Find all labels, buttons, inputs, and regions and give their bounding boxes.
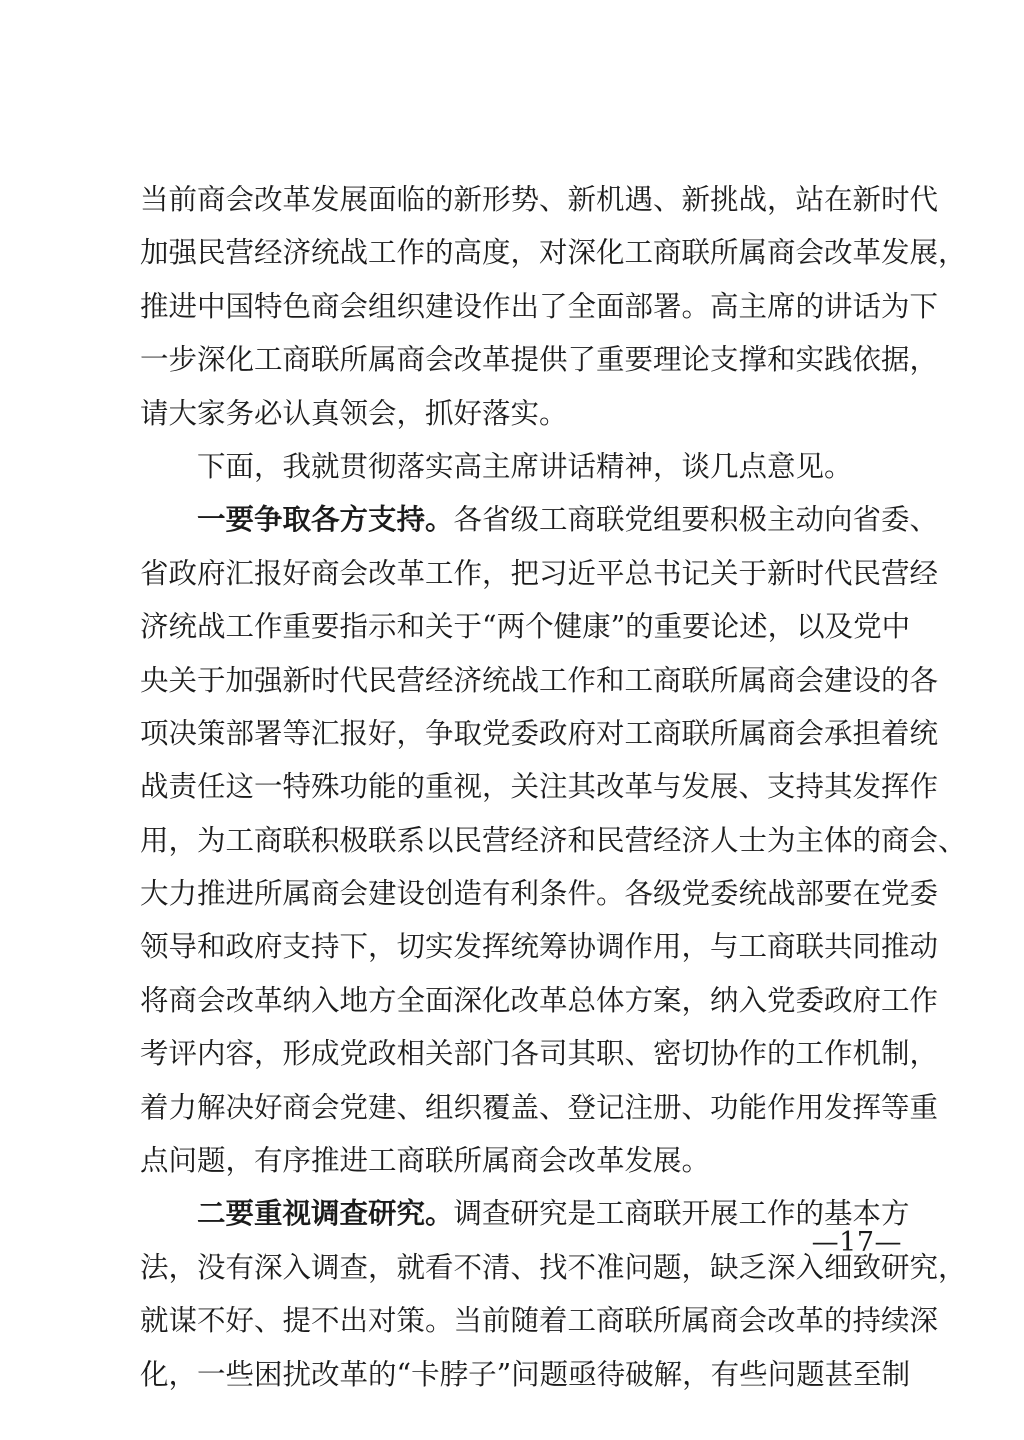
- page-number: —17—: [811, 1227, 902, 1258]
- text-line: 央关于加强新时代民营经济统战工作和工商联所属商会建设的各: [140, 663, 939, 697]
- text-line: 省政府汇报好商会改革工作，把习近平总书记关于新时代民营经: [140, 556, 939, 590]
- text-line: 化，一些困扰改革的“卡脖子”问题亟待破解，有些问题甚至制: [140, 1357, 911, 1391]
- text-line: 项决策部署等汇报好，争取党委政府对工商联所属商会承担着统: [140, 716, 939, 750]
- body-text: [140, 173, 967, 1401]
- text-line: 大力推进所属商会建设创造有利条件。各级党委统战部要在党委: [140, 877, 939, 911]
- text-line: 法，没有深入调查，就看不清、找不准问题，缺乏深入细致研究，: [140, 1250, 967, 1284]
- text-line: 一步深化工商联所属商会改革提供了重要理论支撑和实践依据，: [140, 343, 939, 377]
- text-line: 领导和政府支持下，切实发挥统筹协调作用，与工商联共同推动: [140, 930, 939, 964]
- text-line: 请大家务必认真领会，抓好落实。: [140, 396, 568, 430]
- section-heading: 一要争取各方支持。: [197, 502, 454, 537]
- text-line: 点问题，有序推进工商联所属商会改革发展。: [140, 1144, 711, 1178]
- text-line: 考评内容，形成党政相关部门各司其职、密切协作的工作机制，: [140, 1037, 939, 1071]
- text-line: 着力解决好商会党建、组织覆盖、登记注册、功能作用发挥等重: [140, 1090, 939, 1124]
- text-line: 推进中国特色商会组织建设作出了全面部署。高主席的讲话为下: [140, 289, 939, 323]
- text-line: 战责任这一特殊功能的重视，关注其改革与发展、支持其发挥作: [140, 770, 939, 804]
- paragraph-first-line: [140, 493, 939, 546]
- text-line: 济统战工作重要指示和关于“两个健康”的重要论述，以及党中: [140, 610, 911, 644]
- text-run: 调查研究是工商联开展工作的基本方: [453, 1197, 910, 1231]
- text-line: 当前商会改革发展面临的新形势、新机遇、新挑战，站在新时代: [140, 183, 939, 216]
- text-line: 就谋不好、提不出对策。当前随着工商联所属商会改革的持续深: [140, 1304, 939, 1338]
- section-heading: 二要重视调查研究。: [197, 1196, 454, 1231]
- text-line: 将商会改革纳入地方全面深化改革总体方案，纳入党委政府工作: [140, 983, 939, 1017]
- text-run: 各省级工商联党组要积极主动向省委、: [453, 503, 939, 537]
- text-line: 下面，我就贯彻落实高主席讲话精神，谈几点意见。: [197, 449, 853, 483]
- text-line: 用，为工商联积极联系以民营经济和民营经济人士为主体的商会、: [140, 823, 967, 857]
- text-line: 加强民营经济统战工作的高度，对深化工商联所属商会改革发展，: [140, 236, 967, 270]
- paragraph-first-line: [140, 1187, 910, 1240]
